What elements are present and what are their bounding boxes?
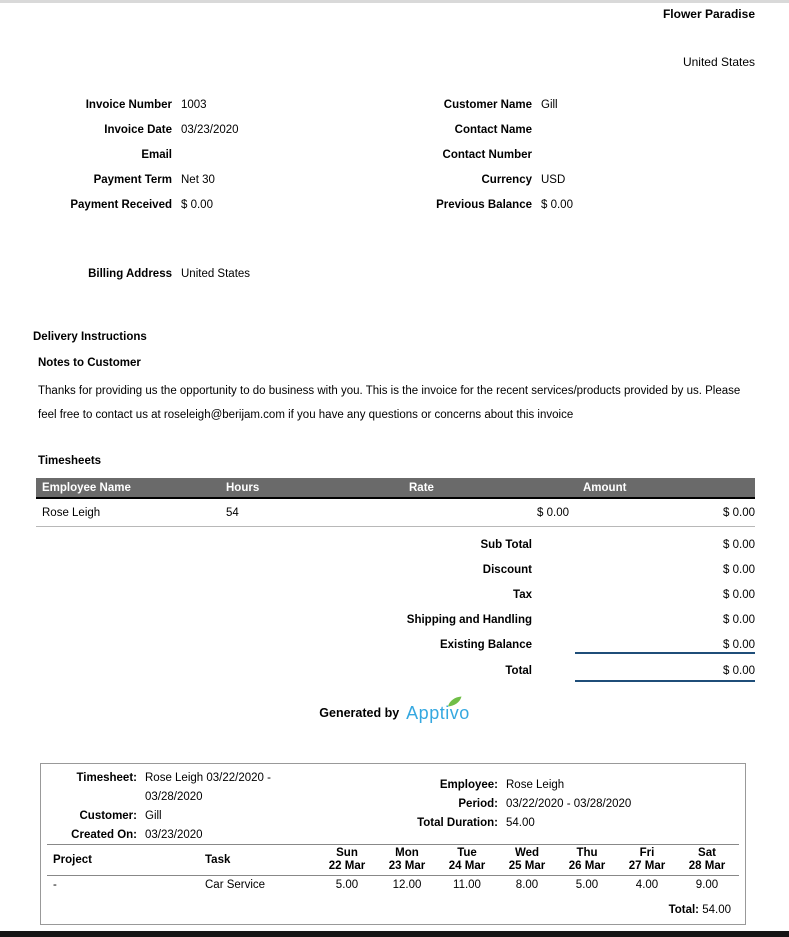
day-name: Sat bbox=[698, 847, 716, 859]
column-header-wed bbox=[497, 847, 557, 873]
total-row-shipping bbox=[382, 607, 755, 632]
column-header-project: Project bbox=[53, 854, 92, 866]
detail-info-right bbox=[351, 769, 741, 845]
field-value: Net 30 bbox=[181, 174, 215, 186]
total-label: Discount bbox=[482, 563, 532, 576]
field-currency bbox=[396, 174, 751, 199]
company-name: Flower Paradise bbox=[662, 7, 755, 21]
cell-task: Car Service bbox=[205, 879, 266, 891]
field-previous-balance bbox=[396, 199, 751, 224]
column-header-fri bbox=[617, 847, 677, 873]
apptivo-wordmark: Apptivo bbox=[406, 703, 470, 723]
timesheets-table-header bbox=[36, 478, 755, 499]
column-header-amount: Amount bbox=[583, 481, 627, 494]
field-value: USD bbox=[541, 174, 566, 186]
cell-sat-hours: 9.00 bbox=[695, 879, 719, 891]
day-name: Mon bbox=[395, 847, 419, 859]
day-date: 26 Mar bbox=[568, 860, 606, 872]
cell-sun-hours: 5.00 bbox=[335, 879, 359, 891]
field-label: Contact Name bbox=[454, 124, 532, 136]
detail-label: Timesheet: bbox=[76, 772, 137, 784]
field-invoice-date bbox=[36, 124, 381, 149]
field-label: Invoice Number bbox=[85, 99, 172, 111]
timesheet-detail-info bbox=[41, 764, 745, 845]
timesheet-detail-card bbox=[40, 763, 746, 925]
cell-project: - bbox=[53, 879, 57, 891]
field-customer-name bbox=[396, 99, 751, 124]
table-row bbox=[36, 499, 755, 527]
field-label: Email bbox=[141, 149, 172, 161]
cell-mon-hours: 12.00 bbox=[392, 879, 422, 891]
total-label: Sub Total bbox=[480, 538, 532, 551]
field-contact-number bbox=[396, 149, 751, 174]
field-payment-term bbox=[36, 174, 381, 199]
column-header-tue bbox=[437, 847, 497, 873]
field-value: 1003 bbox=[181, 99, 207, 111]
column-header-sat bbox=[677, 847, 737, 873]
field-label: Currency bbox=[481, 174, 532, 186]
detail-label: Created On: bbox=[71, 829, 137, 841]
invoice-fields-left bbox=[36, 99, 381, 224]
total-label: Tax bbox=[513, 588, 532, 601]
detail-row-created-on bbox=[41, 826, 351, 845]
total-value: $ 0.00 bbox=[723, 613, 755, 626]
field-label: Payment Term bbox=[93, 174, 172, 186]
column-header-mon bbox=[377, 847, 437, 873]
weekly-hours-table bbox=[47, 844, 739, 894]
cell-hours: 54 bbox=[226, 506, 239, 519]
bottom-edge-bar bbox=[0, 931, 789, 937]
field-label: Billing Address bbox=[88, 268, 172, 280]
field-email bbox=[36, 149, 381, 174]
column-header-hours: Hours bbox=[226, 481, 260, 494]
column-header-sun bbox=[317, 847, 377, 873]
day-name: Tue bbox=[457, 847, 477, 859]
day-date: 24 Mar bbox=[448, 860, 486, 872]
day-name: Sun bbox=[336, 847, 358, 859]
detail-total-value: 54.00 bbox=[702, 904, 731, 916]
total-value: $ 0.00 bbox=[723, 638, 755, 651]
day-name: Wed bbox=[514, 847, 540, 859]
day-date: 27 Mar bbox=[628, 860, 666, 872]
generated-by-label: Generated by bbox=[319, 706, 400, 720]
cell-employee-name: Rose Leigh bbox=[42, 506, 101, 519]
total-row-sub-total bbox=[382, 532, 755, 557]
timesheets-heading: Timesheets bbox=[38, 455, 102, 467]
total-row-discount bbox=[382, 557, 755, 582]
detail-label: Period: bbox=[458, 798, 498, 810]
column-header-task: Task bbox=[205, 854, 231, 866]
total-label: Shipping and Handling bbox=[406, 613, 532, 626]
detail-row-employee bbox=[351, 776, 741, 795]
cell-tue-hours: 11.00 bbox=[453, 879, 481, 891]
total-value: $ 0.00 bbox=[723, 588, 755, 601]
total-value: $ 0.00 bbox=[723, 538, 755, 551]
total-value: $ 0.00 bbox=[723, 664, 755, 677]
field-value: $ 0.00 bbox=[181, 199, 213, 211]
field-label: Previous Balance bbox=[436, 199, 532, 211]
field-label: Customer Name bbox=[443, 99, 532, 111]
field-value: 03/23/2020 bbox=[181, 124, 239, 136]
cell-fri-hours: 4.00 bbox=[635, 879, 659, 891]
field-value: Gill bbox=[541, 99, 558, 111]
total-label: Total bbox=[505, 664, 532, 677]
notes-to-customer-heading: Notes to Customer bbox=[38, 357, 141, 369]
detail-value: 54.00 bbox=[506, 817, 535, 829]
total-label: Existing Balance bbox=[439, 638, 532, 651]
detail-row-period bbox=[351, 795, 741, 814]
detail-value: Gill bbox=[145, 810, 162, 822]
column-header-thu bbox=[557, 847, 617, 873]
column-header-rate: Rate bbox=[409, 481, 434, 494]
detail-total-label: Total: bbox=[668, 904, 700, 916]
weekly-hours-header bbox=[47, 844, 739, 876]
cell-wed-hours: 8.00 bbox=[515, 879, 539, 891]
apptivo-logo bbox=[406, 703, 470, 723]
field-label: Payment Received bbox=[70, 199, 172, 211]
total-row-tax bbox=[382, 582, 755, 607]
company-country: United States bbox=[682, 55, 755, 69]
delivery-instructions-heading: Delivery Instructions bbox=[33, 331, 147, 343]
detail-row-total-duration bbox=[351, 814, 741, 833]
cell-rate: $ 0.00 bbox=[537, 506, 569, 519]
total-rule-top bbox=[575, 652, 755, 654]
day-date: 23 Mar bbox=[388, 860, 426, 872]
detail-label: Customer: bbox=[79, 810, 137, 822]
total-rule-bottom bbox=[575, 680, 755, 682]
detail-label: Total Duration: bbox=[417, 817, 498, 829]
detail-row-customer bbox=[41, 807, 351, 826]
field-value: United States bbox=[181, 268, 251, 280]
field-contact-name bbox=[396, 124, 751, 149]
timesheets-table bbox=[36, 478, 755, 527]
detail-total bbox=[669, 904, 731, 916]
totals-section bbox=[382, 532, 755, 683]
detail-row-timesheet bbox=[41, 769, 351, 807]
detail-info-left bbox=[41, 769, 351, 845]
invoice-fields-right bbox=[396, 99, 751, 224]
day-date: 25 Mar bbox=[508, 860, 546, 872]
generated-by bbox=[0, 703, 789, 723]
notes-text: Thanks for providing us the opportunity to do business with you. This is the invoice for the recent services/products provided by us. Please feel free to contact us at roseleigh@berijam.com if you have any questions or concerns about this invoice bbox=[38, 385, 741, 421]
column-header-employee-name: Employee Name bbox=[42, 481, 131, 494]
cell-amount: $ 0.00 bbox=[723, 506, 755, 519]
detail-value: Rose Leigh bbox=[506, 779, 565, 791]
leaf-icon bbox=[447, 696, 462, 707]
detail-value: 03/22/2020 - 03/28/2020 bbox=[506, 798, 632, 810]
cell-thu-hours: 5.00 bbox=[575, 879, 599, 891]
total-value: $ 0.00 bbox=[723, 563, 755, 576]
field-label: Contact Number bbox=[442, 149, 532, 161]
field-billing-address bbox=[36, 268, 250, 280]
day-name: Fri bbox=[639, 847, 655, 859]
field-invoice-number bbox=[36, 99, 381, 124]
day-name: Thu bbox=[576, 847, 598, 859]
detail-value: Rose Leigh 03/22/2020 - 03/28/2020 bbox=[145, 772, 271, 803]
top-edge-strip bbox=[0, 0, 789, 3]
detail-value: 03/23/2020 bbox=[145, 829, 203, 841]
weekly-hours-row bbox=[47, 876, 739, 894]
field-value: $ 0.00 bbox=[541, 199, 573, 211]
day-date: 28 Mar bbox=[688, 860, 726, 872]
detail-label: Employee: bbox=[439, 779, 498, 791]
field-payment-received bbox=[36, 199, 381, 224]
field-label: Invoice Date bbox=[104, 124, 172, 136]
day-date: 22 Mar bbox=[328, 860, 366, 872]
